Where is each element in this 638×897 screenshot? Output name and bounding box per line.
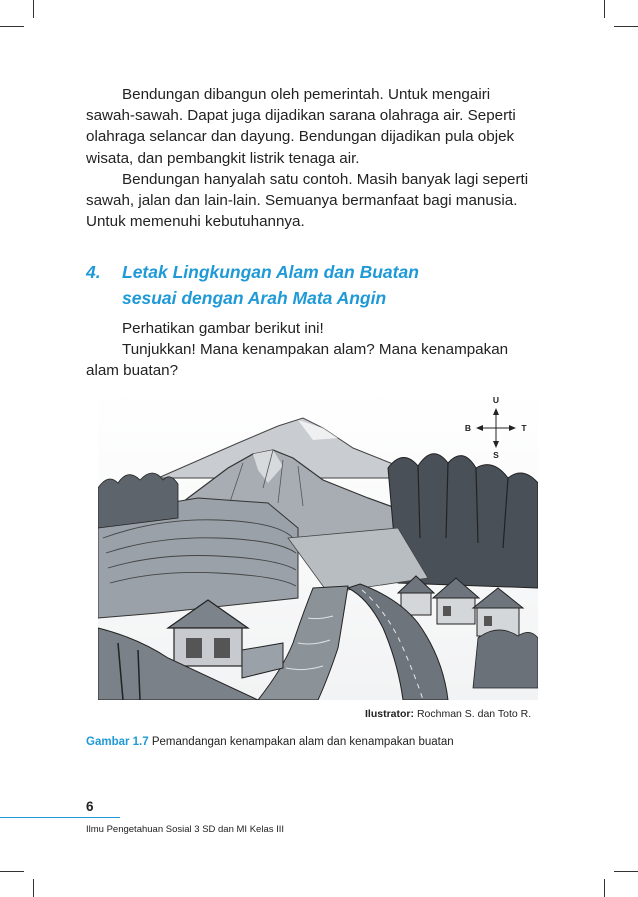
paragraph-line: wisata, dan pembangkit listrik tenaga air. — [86, 149, 360, 167]
paragraph-line: sawah, jalan dan lain-lain. Semuanya bermanfaat bagi manusia. — [86, 192, 518, 210]
footer-rule — [0, 817, 120, 818]
credit-names: Rochman S. dan Toto R. — [416, 708, 532, 720]
caption-label: Gambar 1.7 — [86, 736, 149, 748]
caption-text: Pemandangan kenampakan alam dan kenampakan buatan — [151, 736, 454, 748]
figure-caption — [86, 736, 454, 748]
paragraph-line: Untuk memenuhi kebutuhannya. — [86, 213, 305, 231]
footer-book-title: Ilmu Pengetahuan Sosial 3 SD dan MI Kelas III — [86, 824, 285, 835]
instruction-line: alam buatan? — [86, 362, 179, 380]
crop-mark-bottom-right-v — [604, 879, 605, 897]
crop-mark-top-left-h — [0, 26, 24, 27]
landscape-illustration — [98, 388, 538, 700]
crop-mark-top-right-h — [614, 26, 638, 27]
crop-mark-top-left-v — [33, 0, 34, 18]
crop-mark-bottom-left-h — [0, 871, 24, 872]
crop-mark-top-right-v — [604, 0, 605, 18]
instruction-line: Tunjukkan! Mana kenampakan alam? Mana kenampakan — [122, 341, 509, 359]
illustrator-credit — [365, 708, 531, 720]
crop-mark-bottom-right-h — [614, 871, 638, 872]
instructions — [86, 318, 551, 382]
paragraph-line: Bendungan hanyalah satu contoh. Masih banyak lagi seperti — [122, 171, 529, 188]
paragraph-line: olahraga selancar dan dayung. Bendungan dijadikan pula objek — [86, 128, 515, 146]
paragraph-line: Bendungan dibangun oleh pemerintah. Untuk mengairi — [122, 86, 491, 103]
compass-south-label: S — [493, 450, 499, 460]
trees-left — [98, 473, 178, 528]
crop-mark-bottom-left-v — [33, 879, 34, 897]
shrubs-right — [473, 630, 538, 688]
compass-north-label: U — [492, 395, 500, 405]
compass-west-label: B — [464, 423, 472, 433]
credit-label: Ilustrator: — [365, 708, 415, 720]
instruction-line: Perhatikan gambar berikut ini! — [122, 320, 324, 337]
section-title-line: sesuai dengan Arah Mata Angin — [122, 288, 387, 308]
compass-east-label: T — [521, 423, 527, 433]
paragraph-dam — [86, 84, 551, 169]
page-number: 6 — [86, 799, 94, 814]
section-number: 4. — [86, 262, 101, 282]
paragraph-example — [86, 169, 551, 233]
section-title-line: Letak Lingkungan Alam dan Buatan — [122, 262, 419, 282]
paragraph-line: sawah-sawah. Dapat juga dijadikan sarana olahraga air. Seperti — [86, 107, 516, 125]
